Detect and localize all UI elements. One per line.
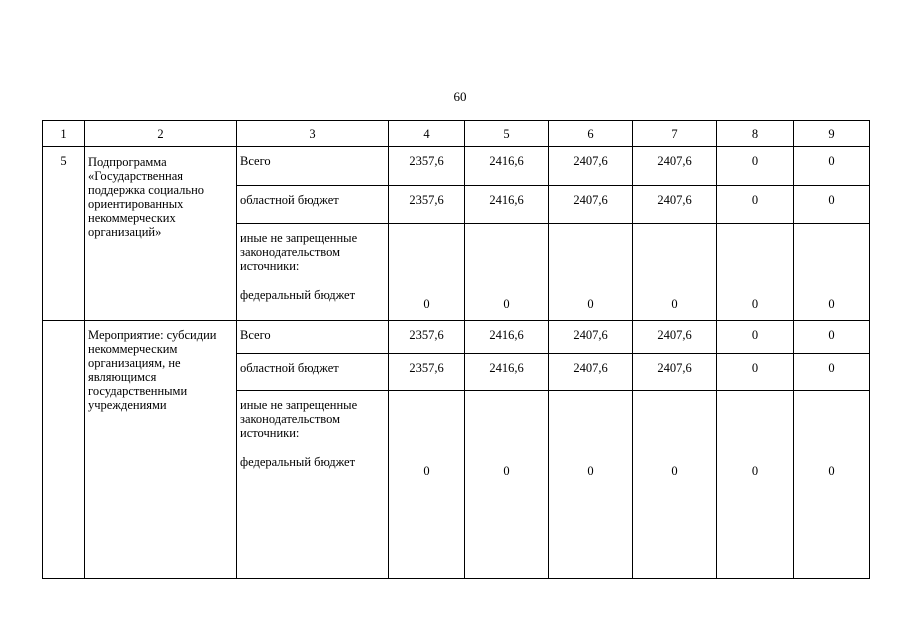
funding-source-label: областной бюджет <box>237 354 389 391</box>
value-cell: 2407,6 <box>633 321 717 354</box>
other-sources-label: иные не запрещенные законодательством источники: <box>240 398 358 440</box>
value-cell: 0 <box>717 224 794 321</box>
table-row <box>43 321 870 354</box>
value-cell: 0 <box>633 224 717 321</box>
value-cell: 2407,6 <box>633 186 717 224</box>
other-sources-label: иные не запрещенные законодательством источники: <box>240 231 358 273</box>
value-cell: 0 <box>794 391 870 579</box>
value-cell: 0 <box>465 391 549 579</box>
table-row <box>43 147 870 186</box>
value-cell: 0 <box>389 391 465 579</box>
value-cell: 0 <box>794 147 870 186</box>
value-cell: 0 <box>794 354 870 391</box>
value-cell: 2357,6 <box>389 354 465 391</box>
federal-budget-label: федеральный бюджет <box>240 455 356 469</box>
value-cell: 2407,6 <box>549 321 633 354</box>
value-cell: 2407,6 <box>633 147 717 186</box>
value-cell: 2357,6 <box>389 147 465 186</box>
header-row <box>43 121 870 147</box>
value-cell: 2416,6 <box>465 354 549 391</box>
value-cell: 0 <box>389 224 465 321</box>
header-cell: 3 <box>237 121 389 147</box>
header-cell: 5 <box>465 121 549 147</box>
value-cell: 0 <box>794 321 870 354</box>
value-cell: 0 <box>717 147 794 186</box>
funding-source-label: Всего <box>237 321 389 354</box>
value-cell: 0 <box>465 224 549 321</box>
header-cell: 4 <box>389 121 465 147</box>
value-cell: 0 <box>794 186 870 224</box>
header-cell: 7 <box>633 121 717 147</box>
value-cell: 2407,6 <box>549 354 633 391</box>
value-cell: 0 <box>549 391 633 579</box>
header-cell: 9 <box>794 121 870 147</box>
value-cell: 2357,6 <box>389 321 465 354</box>
header-cell: 1 <box>43 121 85 147</box>
value-cell: 0 <box>633 391 717 579</box>
value-cell: 2416,6 <box>465 186 549 224</box>
other-sources-cell <box>237 391 389 579</box>
value-cell: 2407,6 <box>633 354 717 391</box>
value-cell: 2357,6 <box>389 186 465 224</box>
header-cell: 2 <box>85 121 237 147</box>
value-cell: 0 <box>717 186 794 224</box>
funding-source-label: областной бюджет <box>237 186 389 224</box>
other-sources-cell <box>237 224 389 321</box>
activity-description: Мероприятие: субсидии некоммерческим организациям, не являющимся государственными учреждениями <box>85 321 237 579</box>
value-cell: 2416,6 <box>465 321 549 354</box>
header-cell: 8 <box>717 121 794 147</box>
value-cell: 0 <box>794 224 870 321</box>
value-cell: 2407,6 <box>549 186 633 224</box>
funding-source-label: Всего <box>237 147 389 186</box>
row-number <box>43 321 85 579</box>
header-cell: 6 <box>549 121 633 147</box>
value-cell: 0 <box>717 354 794 391</box>
value-cell: 2407,6 <box>549 147 633 186</box>
value-cell: 0 <box>717 391 794 579</box>
budget-table <box>42 120 870 579</box>
federal-budget-label: федеральный бюджет <box>240 288 356 302</box>
subprogram-description: Подпрограмма «Государственная поддержка социально ориентированных некоммерческих организаций» <box>85 147 237 321</box>
value-cell: 0 <box>717 321 794 354</box>
value-cell: 2416,6 <box>465 147 549 186</box>
value-cell: 0 <box>549 224 633 321</box>
row-number: 5 <box>43 147 85 321</box>
page-number: 60 <box>453 89 467 104</box>
